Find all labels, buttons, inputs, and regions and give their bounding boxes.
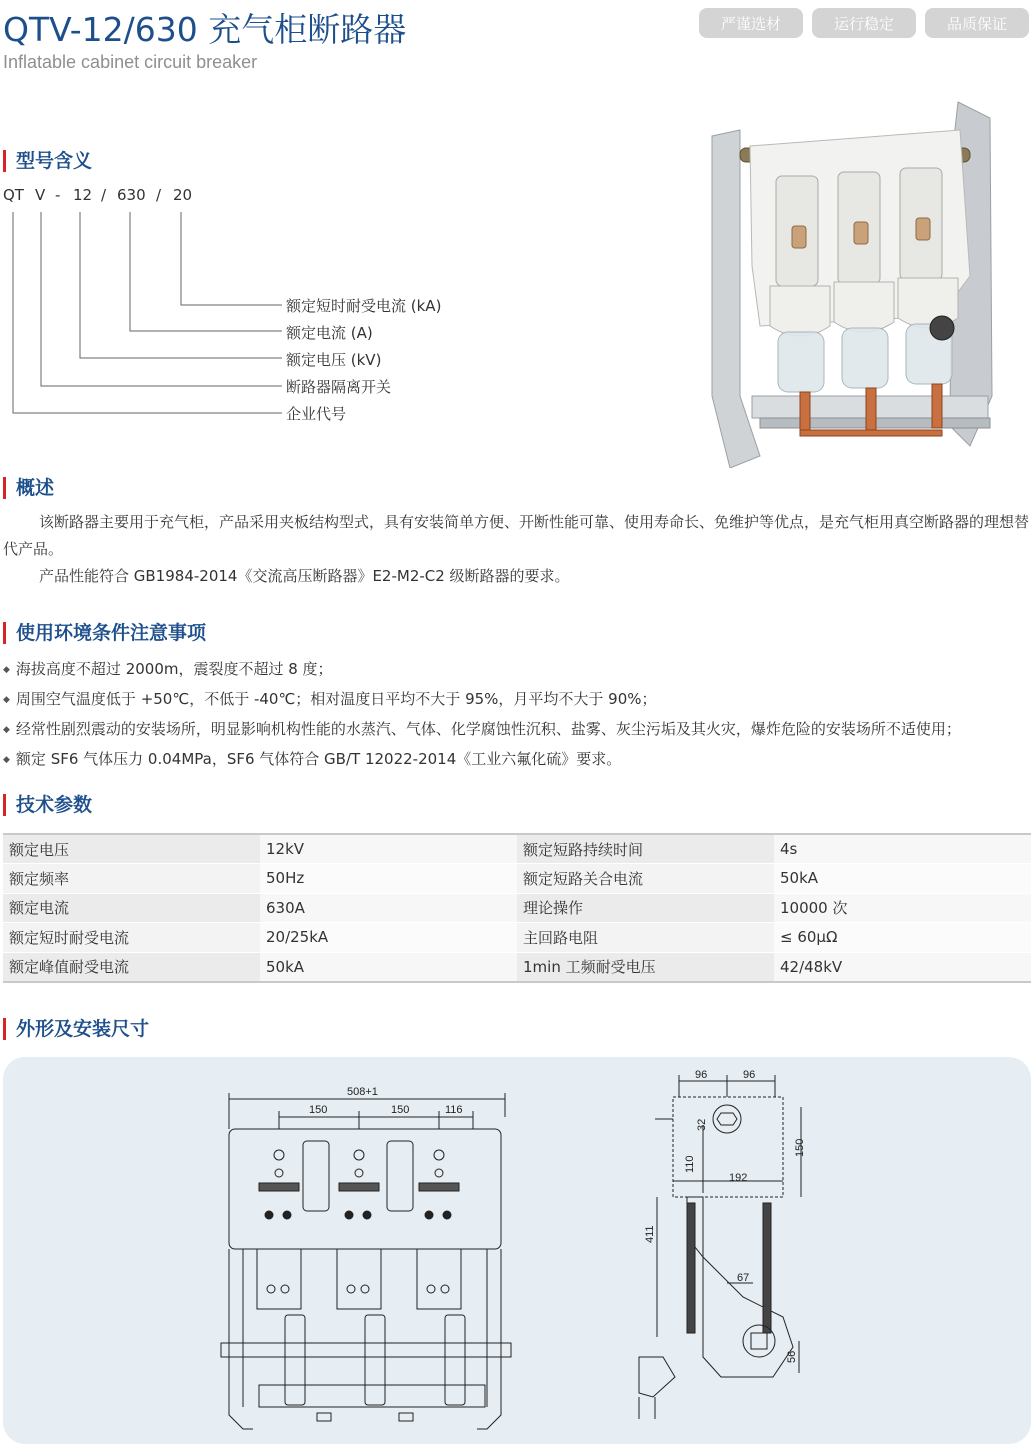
- legend-company-code: 企业代号: [286, 405, 347, 423]
- param-value: 50Hz: [260, 864, 517, 894]
- badge-material: 严谨选材: [699, 8, 803, 38]
- page-title: QTV-12/630 充气柜断路器: [3, 10, 407, 49]
- list-item: ◆ 经常性剧烈震动的安装场所，明显影响机构性能的水蒸汽、气体、化学腐蚀性沉积、盐雾、灰尘污垢及其火灾，爆炸危险的安装场所不适使用；: [3, 716, 1031, 746]
- code-part-qt: QT: [3, 186, 24, 204]
- badge-stable: 运行稳定: [812, 8, 916, 38]
- dim-side-top-left: 96: [695, 1069, 708, 1081]
- dim-front-edge: 116: [445, 1104, 463, 1116]
- section-heading-overview: 概述: [3, 477, 54, 499]
- code-part-630: 630: [117, 186, 146, 204]
- legend-short-time-current: 额定短时耐受电流 (kA): [286, 297, 442, 315]
- product-photo: [700, 96, 1000, 468]
- side-view-drawing: [639, 1075, 801, 1419]
- code-part-slash1: /: [101, 186, 107, 204]
- dim-front-pitch-2: 150: [391, 1104, 410, 1116]
- param-name: 额定电流: [3, 893, 260, 923]
- dim-side-110: 110: [684, 1155, 696, 1173]
- param-name: 额定短路持续时间: [517, 834, 774, 864]
- tech-params-table: [3, 833, 1031, 983]
- dim-side-150: 150: [794, 1138, 806, 1157]
- param-name: 额定短路关合电流: [517, 864, 774, 894]
- dim-side-411: 411: [644, 1225, 656, 1243]
- code-part-12: 12: [73, 186, 93, 204]
- front-view-drawing: [221, 1093, 511, 1429]
- table-row: [3, 864, 1031, 894]
- environment-list: [3, 656, 1031, 776]
- param-value: 630A: [260, 893, 517, 923]
- code-part-slash2: /: [156, 186, 162, 204]
- badge-quality: 品质保证: [925, 8, 1029, 38]
- overview-paragraph-1: 该断路器主要用于充气柜，产品采用夹板结构型式，具有安装简单方便、开断性能可靠、使用寿命长、免维护等优点，是充气柜用真空断路器的理想替代产品。: [3, 513, 1030, 558]
- dim-side-top-right: 96: [743, 1069, 756, 1081]
- code-part-20: 20: [173, 186, 193, 204]
- list-item: ◆ 海拔高度不超过 2000m，震裂度不超过 8 度；: [3, 656, 1031, 686]
- param-value: 12kV: [260, 834, 517, 864]
- param-name: 理论操作: [517, 893, 774, 923]
- section-heading-dimensions: 外形及安装尺寸: [3, 1018, 149, 1040]
- dim-front-overall: 508+1: [347, 1086, 378, 1098]
- param-value: ≤ 60μΩ: [774, 923, 1031, 953]
- dim-side-56: 56: [786, 1350, 798, 1363]
- param-value: 50kA: [774, 864, 1031, 894]
- code-part-dash: -: [55, 186, 61, 204]
- param-name: 1min 工频耐受电压: [517, 952, 774, 982]
- table-row: [3, 952, 1031, 982]
- feature-badges: [699, 8, 1029, 38]
- section-heading-environment: 使用环境条件注意事项: [3, 622, 206, 644]
- param-value: 20/25kA: [260, 923, 517, 953]
- section-heading-model: 型号含义: [3, 150, 92, 172]
- param-value: 10000 次: [774, 893, 1031, 923]
- code-part-v: V: [35, 186, 46, 204]
- param-name: 额定峰值耐受电流: [3, 952, 260, 982]
- overview-paragraph-2: 产品性能符合 GB1984-2014《交流高压断路器》E2-M2-C2 级断路器的要求。: [39, 567, 570, 585]
- page-subtitle: Inflatable cabinet circuit breaker: [3, 52, 258, 72]
- table-row: [3, 923, 1031, 953]
- param-name: 额定电压: [3, 834, 260, 864]
- legend-rated-current: 额定电流 (A): [286, 324, 373, 342]
- param-value: 50kA: [260, 952, 517, 982]
- param-value: 4s: [774, 834, 1031, 864]
- legend-rated-voltage: 额定电压 (kV): [286, 351, 382, 369]
- legend-isolation-switch: 断路器隔离开关: [286, 378, 392, 396]
- section-heading-tech: 技术参数: [3, 794, 92, 816]
- param-name: 额定短时耐受电流: [3, 923, 260, 953]
- list-item: ◆ 周围空气温度低于 +50℃，不低于 -40℃；相对温度日平均不大于 95%，月平均不大于 90%；: [3, 686, 1031, 716]
- param-name: 主回路电阻: [517, 923, 774, 953]
- dim-side-32: 32: [696, 1118, 708, 1131]
- dim-side-192: 192: [729, 1172, 748, 1184]
- dimension-drawings: [3, 1057, 1031, 1444]
- param-value: 42/48kV: [774, 952, 1031, 982]
- dim-side-67: 67: [737, 1272, 750, 1284]
- dim-front-pitch-1: 150: [309, 1104, 328, 1116]
- table-row: [3, 834, 1031, 864]
- param-name: 额定频率: [3, 864, 260, 894]
- dimension-drawing-panel: [3, 1057, 1031, 1444]
- list-item: ◆ 额定 SF6 气体压力 0.04MPa，SF6 气体符合 GB/T 12022-2014《工业六氟化硫》要求。: [3, 746, 1031, 776]
- table-row: [3, 893, 1031, 923]
